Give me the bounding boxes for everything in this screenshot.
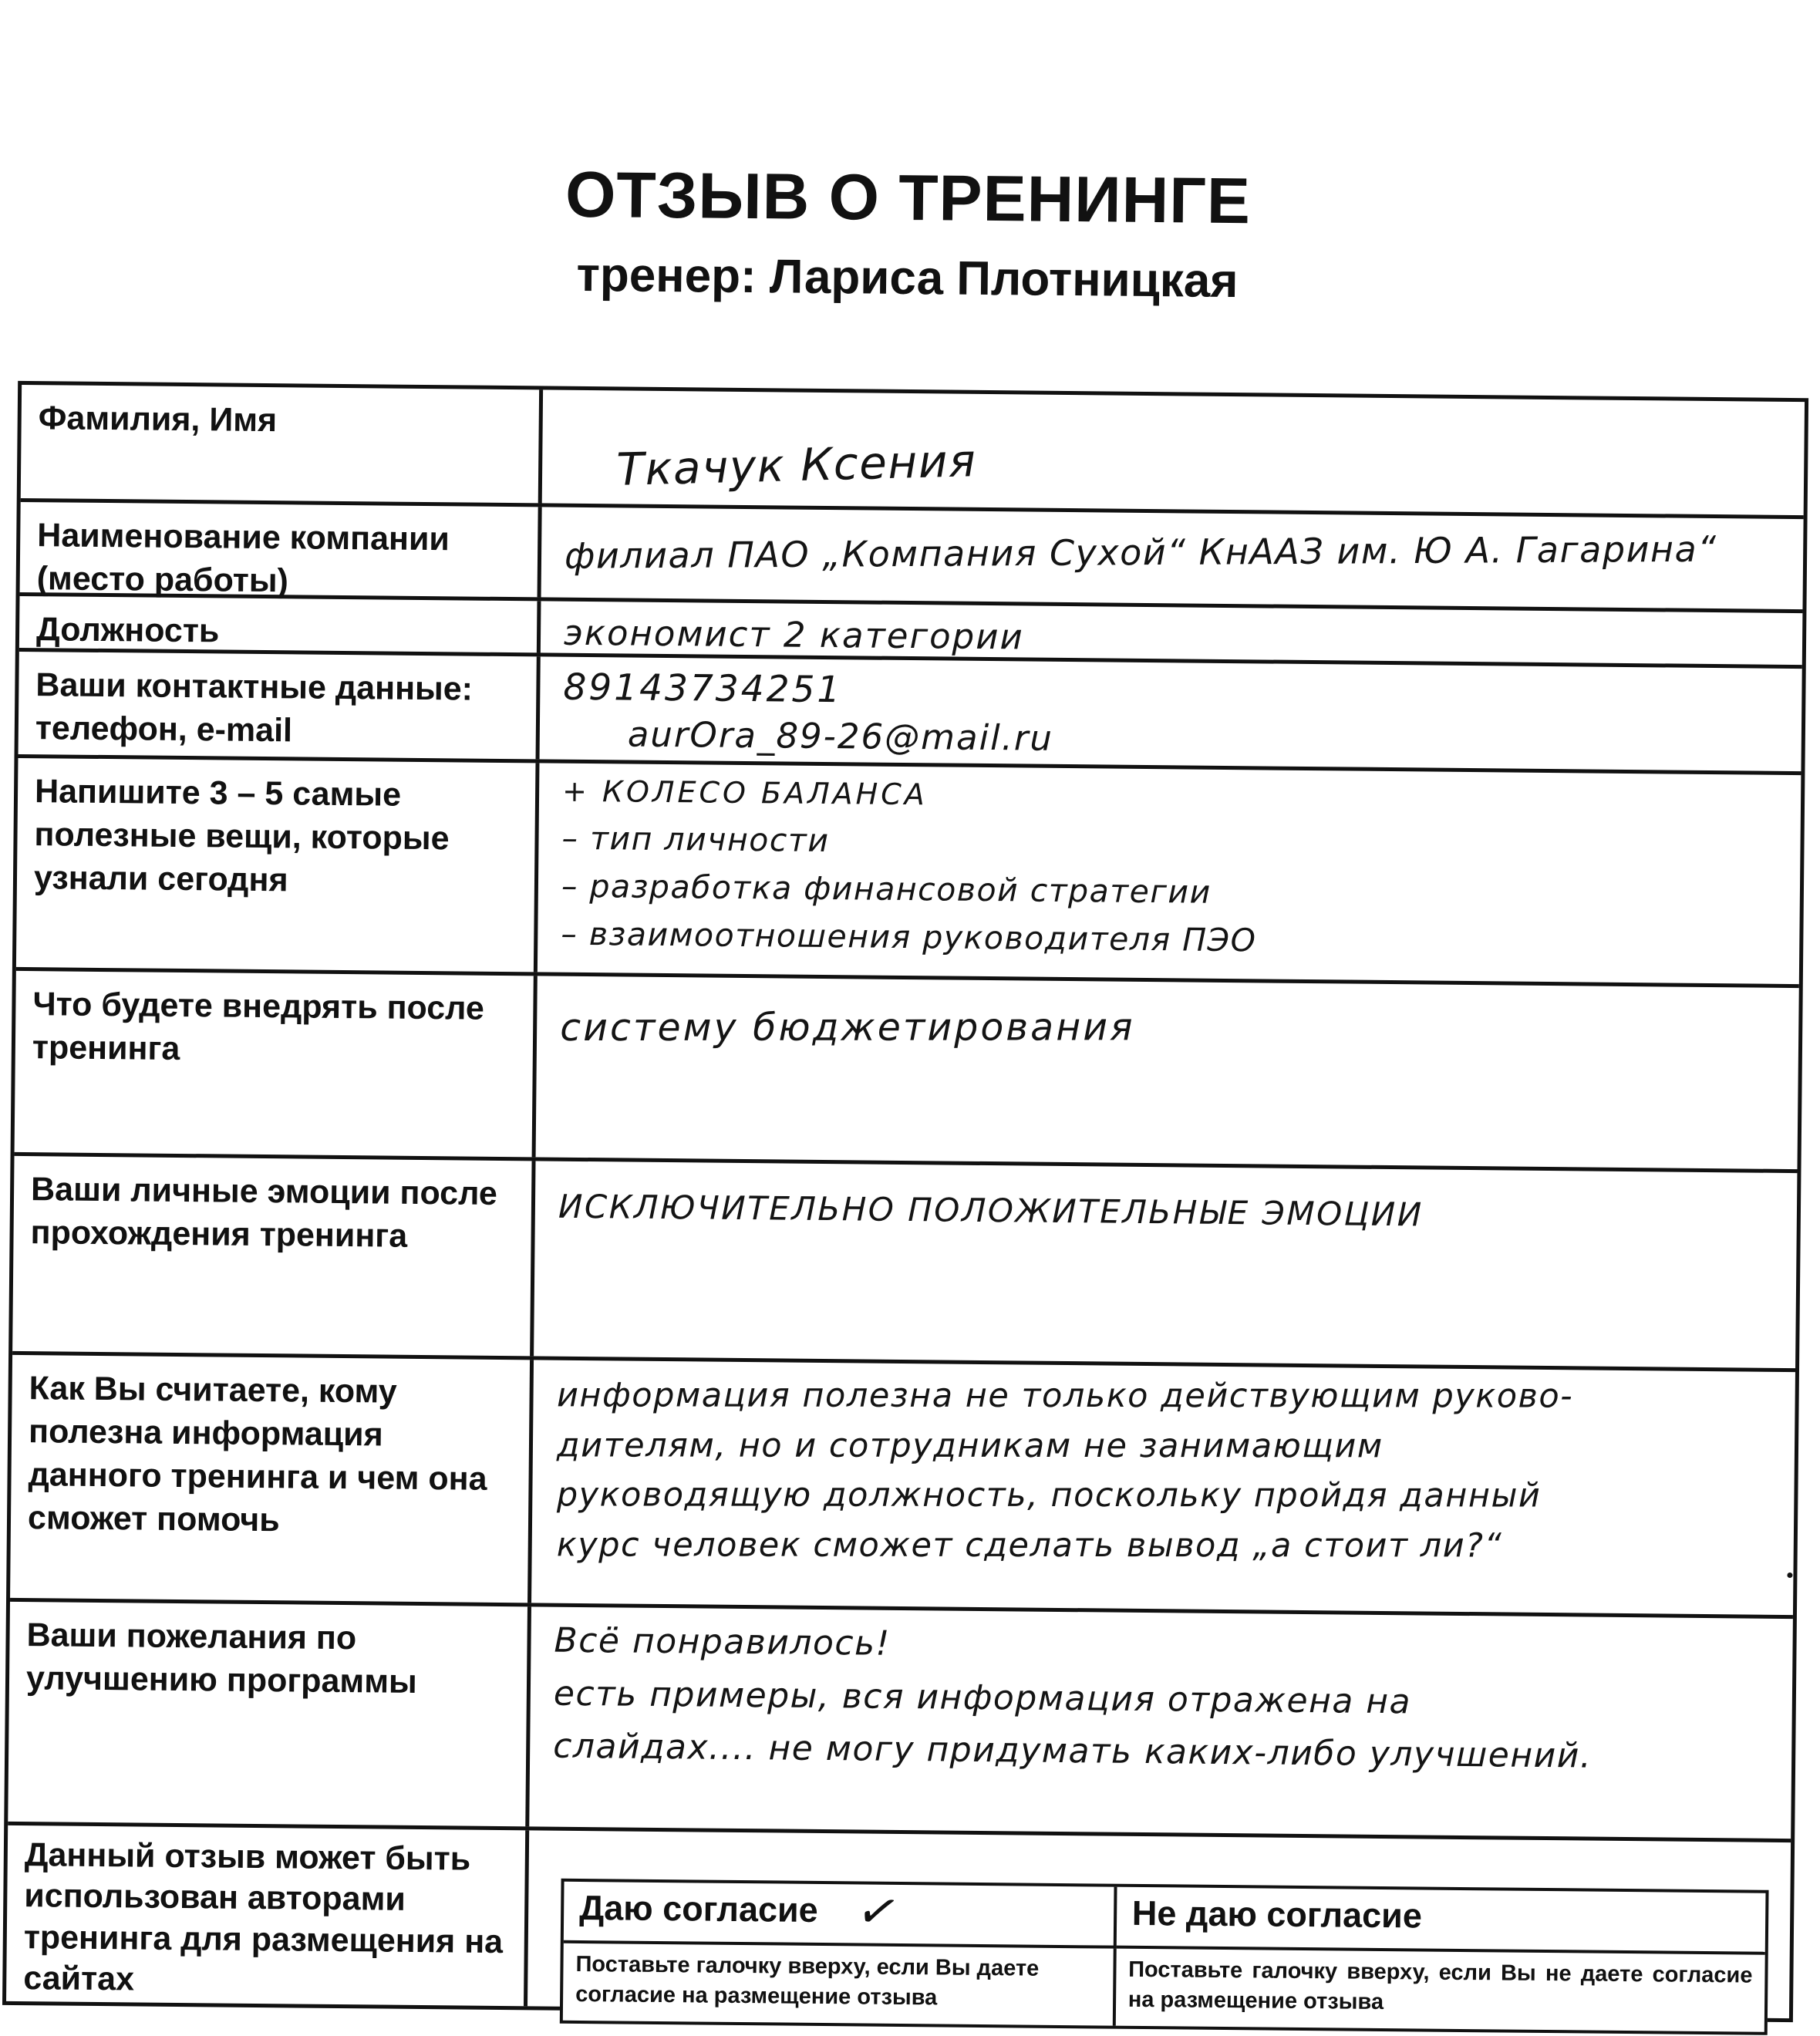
page-title: ОТЗЫВ О ТРЕНИНГЕ — [565, 157, 1252, 238]
field-label-emotions: Ваши личные эмоции после прохождения тренинга — [12, 1156, 535, 1356]
handwritten-line: Всё понравилось! — [554, 1620, 891, 1664]
table-row-company — [20, 502, 1804, 613]
handwritten-line: Ткачук Ксения — [615, 434, 978, 496]
consent-disagree-label: Не даю согласие — [1131, 1893, 1423, 1936]
handwritten-line: курс человек сможет сделать вывод „а стоит ли?“ — [556, 1525, 1503, 1565]
handwritten-line: + КОЛЕСО БАЛАНСА — [561, 774, 928, 812]
consent-agree-note: Поставьте галочку вверху, если Вы даете согласие на размещение отзыва — [563, 1943, 1117, 2026]
field-label-implement: Что будете внедрять после тренинга — [15, 971, 538, 1157]
answer-useful-things — [538, 763, 1801, 984]
consent-agree-header — [564, 1882, 1117, 1949]
handwritten-line: – разработка финансовой стратегии — [561, 867, 1212, 911]
checkmark-icon: ✓ — [851, 1880, 906, 1942]
consent-disagree-note: Поставьте галочку вверху, если Вы не даете согласие на размещение отзыва — [1127, 1957, 1753, 2015]
handwritten-line: экономист 2 категории — [563, 612, 1024, 658]
table-row-implement — [15, 971, 1799, 1173]
handwritten-line: – тип личности — [561, 819, 830, 859]
field-label-surname: Фамилия, Имя — [21, 385, 543, 503]
field-label-company: Наименование компании (место работы) — [20, 502, 542, 597]
table-row-wishes — [8, 1602, 1793, 1842]
table-row-useful-things — [16, 758, 1801, 988]
answer-wishes — [529, 1608, 1793, 1839]
consent-agree-label: Даю согласие — [578, 1887, 818, 1930]
handwritten-email: aurOra_89-26@mail.ru — [627, 713, 1054, 759]
field-label-useful-things: Напишите 3 – 5 самые полезные вещи, которые узнали сегодня — [16, 758, 540, 972]
answer-who-benefits — [534, 1364, 1795, 1603]
table-row-emotions — [12, 1156, 1797, 1372]
handwritten-line: ИСКЛЮЧИТЕЛЬНО ПОЛОЖИТЕЛЬНЫЕ ЭМОЦИИ — [558, 1187, 1424, 1234]
answer-position — [541, 601, 1803, 665]
feedback-table — [2, 381, 1808, 2022]
handwritten-line: руководящую должность, поскольку пройдя данный — [556, 1475, 1542, 1515]
answer-emotions — [534, 1161, 1797, 1368]
answer-publication-consent — [527, 1830, 1791, 2018]
answer-contacts — [540, 656, 1802, 771]
table-row-who-benefits — [10, 1355, 1795, 1619]
handwritten-line: дителям, но и сотрудникам не занимающим — [556, 1425, 1384, 1465]
table-row-publication-consent — [6, 1825, 1791, 2018]
handwritten-line: филиал ПАО „Компания Сухой“ КнААЗ им. Ю А. Гагарина“ — [564, 528, 1717, 577]
handwritten-phone: 89143734251 — [563, 666, 843, 712]
page-subtitle: тренер: Лариса Плотницкая — [576, 248, 1239, 308]
handwritten-line: есть примеры, вся информация отражена на — [553, 1674, 1412, 1721]
field-label-contacts: Ваши контактные данные: телефон, e-mail — [19, 652, 541, 759]
table-row-surname — [21, 385, 1805, 519]
field-label-who-benefits: Как Вы считаете, кому полезна информация данного тренинга и чем она сможет помочь — [10, 1355, 534, 1603]
stray-ink-mark — [1787, 1573, 1792, 1578]
field-label-publication-consent: Данный отзыв может быть использован авторами тренинга для размещения на сайтах — [6, 1825, 529, 2006]
answer-surname — [542, 389, 1805, 515]
field-label-position: Должность — [19, 596, 541, 652]
table-row-contacts — [19, 652, 1802, 775]
answer-company — [541, 507, 1804, 609]
handwritten-line: слайдах.... не могу придумать каких-либо улучшений. — [552, 1726, 1592, 1776]
handwritten-line: – взаимоотношения руководителя ПЭО — [561, 915, 1257, 959]
field-label-wishes: Ваши пожелания по улучшению программы — [8, 1602, 531, 1826]
answer-implement — [536, 976, 1799, 1169]
consent-disagree-header — [1116, 1887, 1765, 1955]
handwritten-line: информация полезна не только действующим руково- — [556, 1376, 1574, 1416]
handwritten-line: систему бюджетирования — [560, 1005, 1135, 1050]
consent-table — [560, 1879, 1769, 2035]
